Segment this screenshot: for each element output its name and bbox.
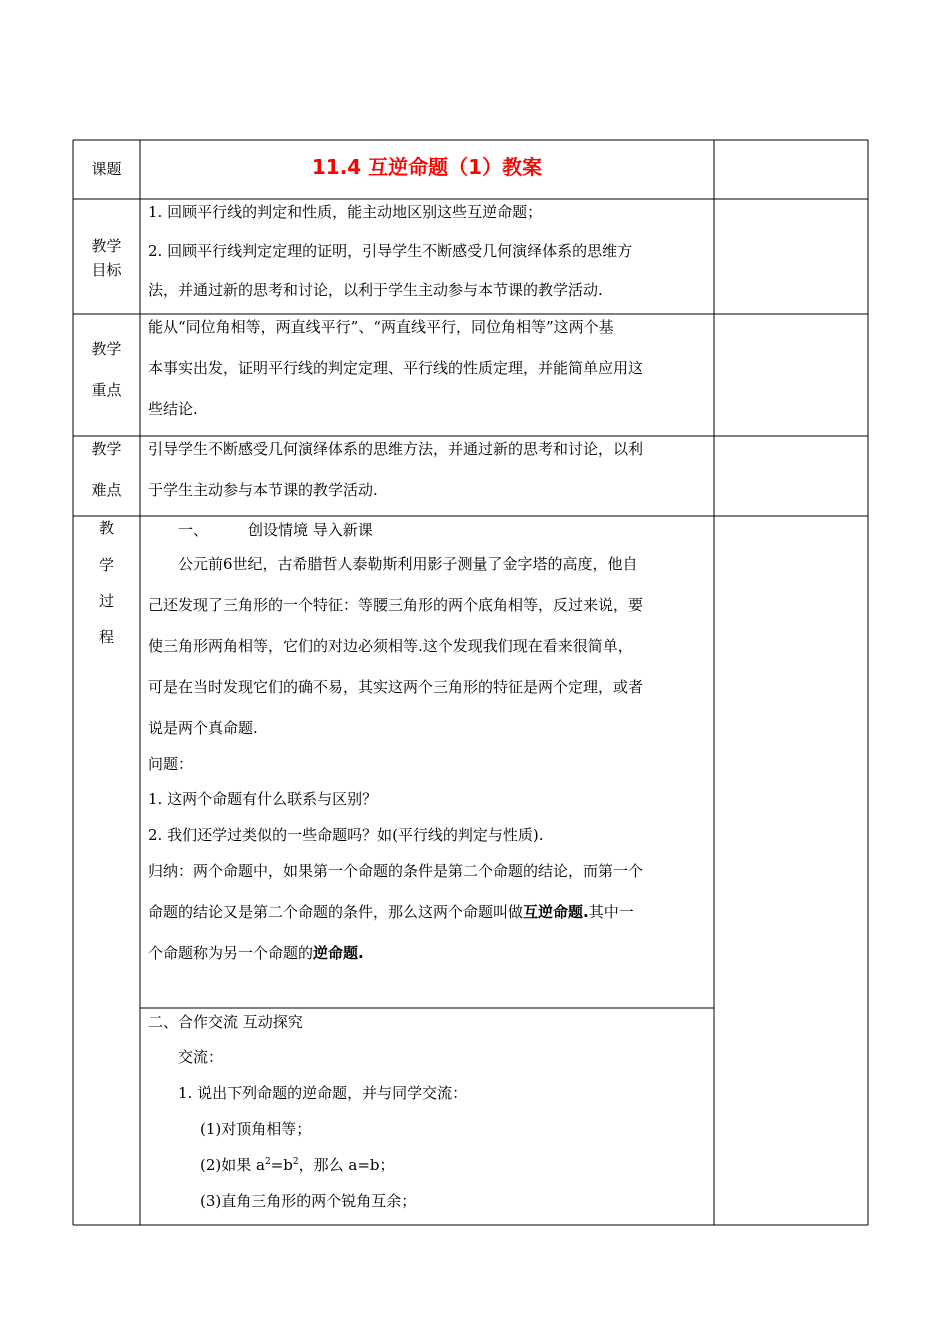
superscript: 2 xyxy=(292,1157,299,1167)
section1-paragraph-line: 可是在当时发现它们的确不易，其实这两个三角形的特征是两个定理，或者 xyxy=(148,678,644,696)
label-goals-2: 目标 xyxy=(91,261,122,279)
difficulty-line: 于学生主动参与本节课的教学活动. xyxy=(148,481,378,499)
section1-paragraph-line: 己还发现了三角形的一个特征：等腰三角形的两个底角相等，反过来说，要 xyxy=(148,596,644,614)
item-text: ，那么 a=b； xyxy=(298,1156,395,1174)
key-point-line: 能从“同位角相等，两直线平行”、“两直线平行，同位角相等”这两个基 xyxy=(148,318,614,336)
key-point-line: 些结论. xyxy=(148,400,198,418)
exchange-label: 交流： xyxy=(178,1048,224,1066)
superscript: 2 xyxy=(264,1157,271,1167)
section1-heading: 创设情境 导入新课 xyxy=(248,521,373,539)
section1-paragraph-line: 公元前6世纪，古希腊哲人泰勒斯利用影子测量了金字塔的高度，他自 xyxy=(178,555,638,573)
label-diff-1: 教学 xyxy=(91,440,122,458)
section2-heading: 二、合作交流 互动探究 xyxy=(148,1013,303,1031)
label-proc-2: 学 xyxy=(98,556,114,574)
section1-paragraph-line: 说是两个真命题. xyxy=(148,719,258,737)
label-proc-4: 程 xyxy=(98,628,114,646)
label-goals-1: 教学 xyxy=(91,237,122,255)
label-diff-2: 难点 xyxy=(91,481,122,499)
exchange-item: (1)对顶角相等； xyxy=(200,1120,312,1138)
page-title: 11.4 互逆命题（1）教案 xyxy=(311,155,543,179)
question-item: 1. 这两个命题有什么联系与区别？ xyxy=(148,790,378,808)
goal-line: 法，并通过新的思考和讨论，以利于学生主动参与本节课的教学活动. xyxy=(148,281,603,299)
label-topic: 课题 xyxy=(91,160,122,178)
label-proc-3: 过 xyxy=(98,592,114,610)
summary-text: 命题的结论又是第二个命题的条件，那么这两个命题叫做 xyxy=(148,903,524,921)
difficulty-line: 引导学生不断感受几何演绎体系的思维方法，并通过新的思考和讨论，以利 xyxy=(148,440,644,458)
summary-text: 个命题称为另一个命题的 xyxy=(148,944,314,962)
exchange-item: (3)直角三角形的两个锐角互余； xyxy=(200,1192,417,1210)
label-proc-1: 教 xyxy=(98,519,114,537)
goal-line: 2. 回顾平行线判定定理的证明，引导学生不断感受几何演绎体系的思维方 xyxy=(148,242,633,260)
label-key-2: 重点 xyxy=(91,381,122,399)
item-text: (2)如果 a xyxy=(200,1156,265,1174)
key-point-line: 本事实出发，证明平行线的判定定理、平行线的性质定理，并能简单应用这 xyxy=(148,359,644,377)
exchange-item xyxy=(200,1158,395,1173)
label-key-1: 教学 xyxy=(91,340,122,358)
item-text: =b xyxy=(270,1156,293,1174)
question-item: 2. 我们还学过类似的一些命题吗？如(平行线的判定与性质). xyxy=(148,826,544,844)
summary-line xyxy=(148,946,364,961)
exchange-task: 1. 说出下列命题的逆命题，并与同学交流： xyxy=(178,1084,468,1102)
section1-heading-number: 一、 xyxy=(178,521,209,539)
summary-line: 归纳：两个命题中，如果第一个命题的条件是第二个命题的结论，而第一个 xyxy=(148,862,644,880)
summary-text: 其中一 xyxy=(588,903,634,921)
section1-paragraph-line: 使三角形两角相等，它们的对边必须相等.这个发现我们现在看来很简单， xyxy=(148,637,633,655)
question-label: 问题： xyxy=(148,755,194,773)
summary-line xyxy=(148,905,634,920)
term-inverse: 逆命题. xyxy=(313,944,364,962)
term-mutual-inverse: 互逆命题. xyxy=(523,903,589,921)
goal-line: 1. 回顾平行线的判定和性质，能主动地区别这些互逆命题； xyxy=(148,203,543,221)
